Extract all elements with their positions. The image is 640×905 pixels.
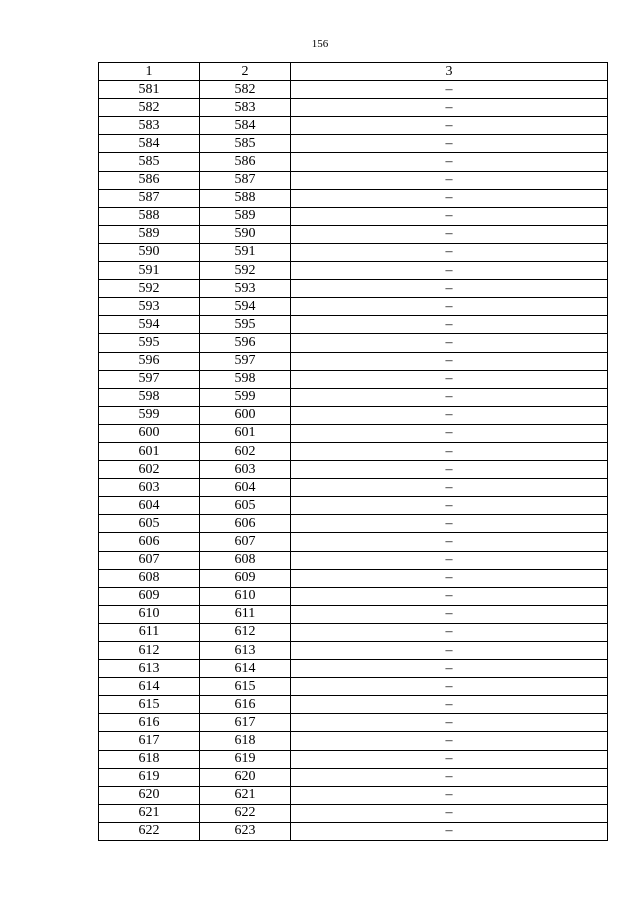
table-cell-col-2: 586 <box>200 153 291 171</box>
table-row <box>99 714 608 732</box>
table-row <box>99 750 608 768</box>
table-cell-col-2: 621 <box>200 786 291 804</box>
table-cell-col-3: – <box>291 153 608 171</box>
table-cell-col-2: 603 <box>200 461 291 479</box>
table-cell-col-1: 622 <box>99 822 200 840</box>
table-cell-col-3: – <box>291 642 608 660</box>
table-row <box>99 81 608 99</box>
table-row <box>99 99 608 117</box>
table-row <box>99 153 608 171</box>
table-row <box>99 551 608 569</box>
table-cell-col-1: 610 <box>99 605 200 623</box>
table-cell-col-3: – <box>291 388 608 406</box>
table-row <box>99 316 608 334</box>
table-cell-col-2: 619 <box>200 750 291 768</box>
table-row <box>99 768 608 786</box>
table-cell-col-2: 604 <box>200 479 291 497</box>
table-cell-col-2: 608 <box>200 551 291 569</box>
table-cell-col-2: 602 <box>200 442 291 460</box>
table-cell-col-3: – <box>291 316 608 334</box>
column-header-2: 2 <box>200 63 291 81</box>
table-cell-col-3: – <box>291 551 608 569</box>
table-cell-col-1: 598 <box>99 388 200 406</box>
table-cell-col-1: 607 <box>99 551 200 569</box>
table-cell-col-1: 591 <box>99 262 200 280</box>
table-cell-col-1: 587 <box>99 189 200 207</box>
table-row <box>99 479 608 497</box>
table-row <box>99 515 608 533</box>
table-cell-col-2: 596 <box>200 334 291 352</box>
table-cell-col-3: – <box>291 587 608 605</box>
table-cell-col-3: – <box>291 117 608 135</box>
table-cell-col-1: 593 <box>99 298 200 316</box>
table-cell-col-2: 620 <box>200 768 291 786</box>
table-cell-col-3: – <box>291 171 608 189</box>
table-cell-col-2: 606 <box>200 515 291 533</box>
table-cell-col-1: 606 <box>99 533 200 551</box>
table-cell-col-3: – <box>291 135 608 153</box>
table-cell-col-2: 610 <box>200 587 291 605</box>
table-cell-col-1: 616 <box>99 714 200 732</box>
table-row <box>99 660 608 678</box>
table-row <box>99 696 608 714</box>
table-header-row <box>99 63 608 81</box>
table-row <box>99 117 608 135</box>
table-cell-col-3: – <box>291 497 608 515</box>
table-row <box>99 388 608 406</box>
table-row <box>99 171 608 189</box>
table-cell-col-3: – <box>291 696 608 714</box>
table-cell-col-3: – <box>291 822 608 840</box>
table-cell-col-1: 596 <box>99 352 200 370</box>
table-cell-col-3: – <box>291 406 608 424</box>
table-cell-col-3: – <box>291 678 608 696</box>
table-cell-col-3: – <box>291 714 608 732</box>
table-cell-col-2: 583 <box>200 99 291 117</box>
table-row <box>99 822 608 840</box>
table-row <box>99 497 608 515</box>
table-cell-col-2: 594 <box>200 298 291 316</box>
table-row <box>99 352 608 370</box>
table-cell-col-1: 604 <box>99 497 200 515</box>
table-cell-col-2: 614 <box>200 660 291 678</box>
table-cell-col-1: 609 <box>99 587 200 605</box>
table-body <box>99 81 608 841</box>
table-row <box>99 262 608 280</box>
table-cell-col-3: – <box>291 479 608 497</box>
table-row <box>99 370 608 388</box>
page-number: 156 <box>311 38 329 50</box>
table-row <box>99 298 608 316</box>
table-cell-col-1: 612 <box>99 642 200 660</box>
table-cell-col-2: 585 <box>200 135 291 153</box>
table-cell-col-1: 600 <box>99 424 200 442</box>
table-cell-col-1: 584 <box>99 135 200 153</box>
table-cell-col-2: 591 <box>200 243 291 261</box>
table-row <box>99 442 608 460</box>
table-cell-col-1: 582 <box>99 99 200 117</box>
table-row <box>99 406 608 424</box>
table-cell-col-3: – <box>291 370 608 388</box>
table-row <box>99 225 608 243</box>
table-cell-col-1: 603 <box>99 479 200 497</box>
table-cell-col-2: 609 <box>200 569 291 587</box>
table-row <box>99 623 608 641</box>
table-cell-col-3: – <box>291 352 608 370</box>
table-cell-col-2: 612 <box>200 623 291 641</box>
table-cell-col-1: 615 <box>99 696 200 714</box>
table-row <box>99 786 608 804</box>
table-cell-col-3: – <box>291 660 608 678</box>
table-cell-col-1: 601 <box>99 442 200 460</box>
table-cell-col-1: 608 <box>99 569 200 587</box>
data-table <box>98 62 608 841</box>
table-row <box>99 334 608 352</box>
table-cell-col-3: – <box>291 732 608 750</box>
table-cell-col-1: 585 <box>99 153 200 171</box>
table-cell-col-1: 599 <box>99 406 200 424</box>
table-cell-col-3: – <box>291 225 608 243</box>
table-cell-col-3: – <box>291 298 608 316</box>
table-cell-col-1: 597 <box>99 370 200 388</box>
table-cell-col-2: 616 <box>200 696 291 714</box>
table-cell-col-3: – <box>291 262 608 280</box>
table-row <box>99 424 608 442</box>
table-cell-col-1: 594 <box>99 316 200 334</box>
table-cell-col-1: 605 <box>99 515 200 533</box>
table-cell-col-3: – <box>291 81 608 99</box>
table-row <box>99 189 608 207</box>
table-cell-col-3: – <box>291 533 608 551</box>
table-cell-col-2: 599 <box>200 388 291 406</box>
table-cell-col-2: 590 <box>200 225 291 243</box>
table-row <box>99 605 608 623</box>
table-cell-col-2: 605 <box>200 497 291 515</box>
table-cell-col-2: 600 <box>200 406 291 424</box>
table-cell-col-3: – <box>291 334 608 352</box>
table-cell-col-2: 584 <box>200 117 291 135</box>
table-cell-col-2: 588 <box>200 189 291 207</box>
table-cell-col-2: 593 <box>200 280 291 298</box>
table-cell-col-2: 597 <box>200 352 291 370</box>
table-cell-col-1: 583 <box>99 117 200 135</box>
table-cell-col-1: 589 <box>99 225 200 243</box>
table-cell-col-3: – <box>291 189 608 207</box>
table-cell-col-2: 598 <box>200 370 291 388</box>
table-row <box>99 804 608 822</box>
table-row <box>99 642 608 660</box>
column-header-3: 3 <box>291 63 608 81</box>
table-cell-col-1: 592 <box>99 280 200 298</box>
table-cell-col-2: 589 <box>200 207 291 225</box>
table-cell-col-2: 618 <box>200 732 291 750</box>
table-row <box>99 678 608 696</box>
table-row <box>99 280 608 298</box>
table-cell-col-1: 621 <box>99 804 200 822</box>
table-cell-col-1: 617 <box>99 732 200 750</box>
table-cell-col-3: – <box>291 623 608 641</box>
table-cell-col-2: 617 <box>200 714 291 732</box>
table-cell-col-1: 586 <box>99 171 200 189</box>
table-row <box>99 207 608 225</box>
table-row <box>99 135 608 153</box>
table-cell-col-1: 581 <box>99 81 200 99</box>
table-cell-col-2: 595 <box>200 316 291 334</box>
table-cell-col-3: – <box>291 804 608 822</box>
table-cell-col-1: 620 <box>99 786 200 804</box>
table-cell-col-2: 587 <box>200 171 291 189</box>
column-header-1: 1 <box>99 63 200 81</box>
table-cell-col-1: 611 <box>99 623 200 641</box>
table-row <box>99 533 608 551</box>
table-cell-col-2: 623 <box>200 822 291 840</box>
table-cell-col-3: – <box>291 280 608 298</box>
table-cell-col-1: 595 <box>99 334 200 352</box>
table-cell-col-1: 619 <box>99 768 200 786</box>
table-cell-col-1: 588 <box>99 207 200 225</box>
table-cell-col-3: – <box>291 750 608 768</box>
table-row <box>99 732 608 750</box>
table-cell-col-3: – <box>291 605 608 623</box>
table-cell-col-3: – <box>291 99 608 117</box>
table-cell-col-2: 613 <box>200 642 291 660</box>
table-cell-col-3: – <box>291 768 608 786</box>
table-cell-col-2: 601 <box>200 424 291 442</box>
table-cell-col-3: – <box>291 461 608 479</box>
table-cell-col-1: 602 <box>99 461 200 479</box>
table-cell-col-3: – <box>291 207 608 225</box>
table-cell-col-3: – <box>291 515 608 533</box>
table-cell-col-2: 607 <box>200 533 291 551</box>
table-row <box>99 587 608 605</box>
table-cell-col-1: 618 <box>99 750 200 768</box>
table-row <box>99 569 608 587</box>
table-row <box>99 461 608 479</box>
table-cell-col-3: – <box>291 442 608 460</box>
table-cell-col-2: 622 <box>200 804 291 822</box>
table-cell-col-2: 582 <box>200 81 291 99</box>
table-cell-col-3: – <box>291 786 608 804</box>
table-cell-col-2: 611 <box>200 605 291 623</box>
table-cell-col-1: 613 <box>99 660 200 678</box>
table-cell-col-3: – <box>291 424 608 442</box>
table-cell-col-1: 590 <box>99 243 200 261</box>
table-cell-col-2: 615 <box>200 678 291 696</box>
table-cell-col-2: 592 <box>200 262 291 280</box>
table-cell-col-1: 614 <box>99 678 200 696</box>
table-row <box>99 243 608 261</box>
table-cell-col-3: – <box>291 569 608 587</box>
table-cell-col-3: – <box>291 243 608 261</box>
